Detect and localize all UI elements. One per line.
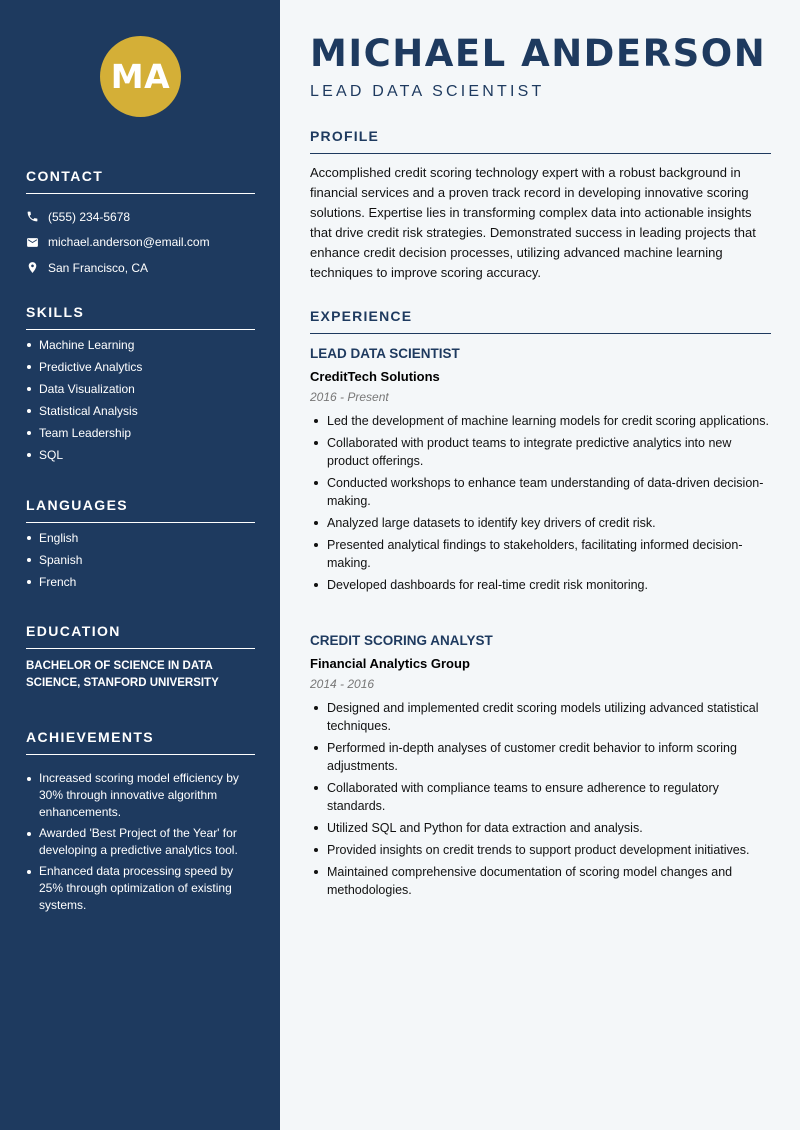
experience-heading: EXPERIENCE	[310, 308, 771, 334]
education-section	[26, 623, 255, 692]
education-degree: BACHELOR OF SCIENCE IN DATA SCIENCE, STANFORD UNIVERSITY	[26, 660, 219, 689]
job-bullet: Analyzed large datasets to identify key drivers of credit risk.	[310, 514, 771, 532]
achievement-item: Increased scoring model efficiency by 30% through innovative algorithm enhancements.	[26, 770, 255, 821]
email-icon	[26, 236, 39, 249]
avatar: MA	[100, 36, 181, 117]
contact-phone	[26, 204, 255, 230]
skills-section	[26, 304, 255, 470]
profile-section	[310, 128, 771, 283]
language-item: French	[26, 575, 255, 589]
contact-heading: CONTACT	[26, 168, 255, 194]
email-text: michael.anderson@email.com	[48, 235, 210, 250]
skill-item: Predictive Analytics	[26, 360, 255, 374]
skill-item: Statistical Analysis	[26, 404, 255, 418]
languages-list	[26, 531, 255, 589]
contact-list	[26, 204, 255, 281]
candidate-title: LEAD DATA SCIENTIST	[310, 83, 545, 100]
skill-item: SQL	[26, 448, 255, 462]
contact-location	[26, 255, 255, 281]
achievement-item: Enhanced data processing speed by 25% through optimization of existing systems.	[26, 863, 255, 914]
profile-heading: PROFILE	[310, 128, 771, 154]
skill-item: Team Leadership	[26, 426, 255, 440]
job-dates: 2014 - 2016	[310, 677, 375, 691]
job-bullet: Utilized SQL and Python for data extraction and analysis.	[310, 819, 771, 837]
achievement-item: Awarded 'Best Project of the Year' for developing a predictive analytics tool.	[26, 825, 255, 859]
job-entry	[310, 346, 771, 598]
contact-section	[26, 168, 255, 281]
achievements-section	[26, 729, 255, 918]
job-bullet: Developed dashboards for real-time credit risk monitoring.	[310, 576, 771, 594]
sidebar	[0, 0, 280, 1130]
candidate-name: MICHAEL ANDERSON	[310, 32, 767, 75]
language-item: Spanish	[26, 553, 255, 567]
job-bullet: Provided insights on credit trends to support product development initiatives.	[310, 841, 771, 859]
language-item: English	[26, 531, 255, 545]
job-bullets	[310, 699, 771, 899]
job-bullet: Collaborated with compliance teams to ensure adherence to regulatory standards.	[310, 779, 771, 815]
phone-text: (555) 234-5678	[48, 209, 131, 224]
contact-email	[26, 230, 255, 256]
job-bullet: Led the development of machine learning models for credit scoring applications.	[310, 412, 771, 430]
languages-heading: LANGUAGES	[26, 497, 255, 523]
job-bullet: Designed and implemented credit scoring models utilizing advanced statistical techniques.	[310, 699, 771, 735]
job-bullet: Maintained comprehensive documentation of scoring model changes and methodologies.	[310, 863, 771, 899]
achievements-heading: ACHIEVEMENTS	[26, 729, 255, 755]
job-bullet: Presented analytical findings to stakeholders, facilitating informed decision-making.	[310, 536, 771, 572]
skills-heading: SKILLS	[26, 304, 255, 330]
languages-section	[26, 497, 255, 597]
skills-list	[26, 338, 255, 462]
profile-text: Accomplished credit scoring technology expert with a robust background in financial services and a proven track record in developing innovative scoring solutions. Expertise lies in transforming complex data into actionable insights that drive credit risk strategies. Demonstrated success in leading projects that enhance credit decision processes, utilizing advanced machine learning techniques to improve scoring accuracy.	[310, 165, 756, 280]
job-entry	[310, 633, 771, 903]
job-bullet: Performed in-depth analyses of customer credit behavior to inform scoring adjustments.	[310, 739, 771, 775]
location-text: San Francisco, CA	[48, 260, 149, 275]
experience-section	[310, 308, 771, 334]
job-dates: 2016 - Present	[310, 390, 389, 404]
achievements-list	[26, 770, 255, 914]
location-pin-icon	[26, 261, 39, 274]
job-bullet: Conducted workshops to enhance team understanding of data-driven decision-making.	[310, 474, 771, 510]
job-bullets	[310, 412, 771, 594]
education-heading: EDUCATION	[26, 623, 255, 649]
skill-item: Machine Learning	[26, 338, 255, 352]
phone-icon	[26, 210, 39, 223]
job-company: Financial Analytics Group	[310, 656, 470, 671]
job-bullet: Collaborated with product teams to integrate predictive analytics into new product offerings.	[310, 434, 771, 470]
skill-item: Data Visualization	[26, 382, 255, 396]
job-role: CREDIT SCORING ANALYST	[310, 633, 493, 648]
job-company: CreditTech Solutions	[310, 369, 440, 384]
job-role: LEAD DATA SCIENTIST	[310, 346, 460, 361]
